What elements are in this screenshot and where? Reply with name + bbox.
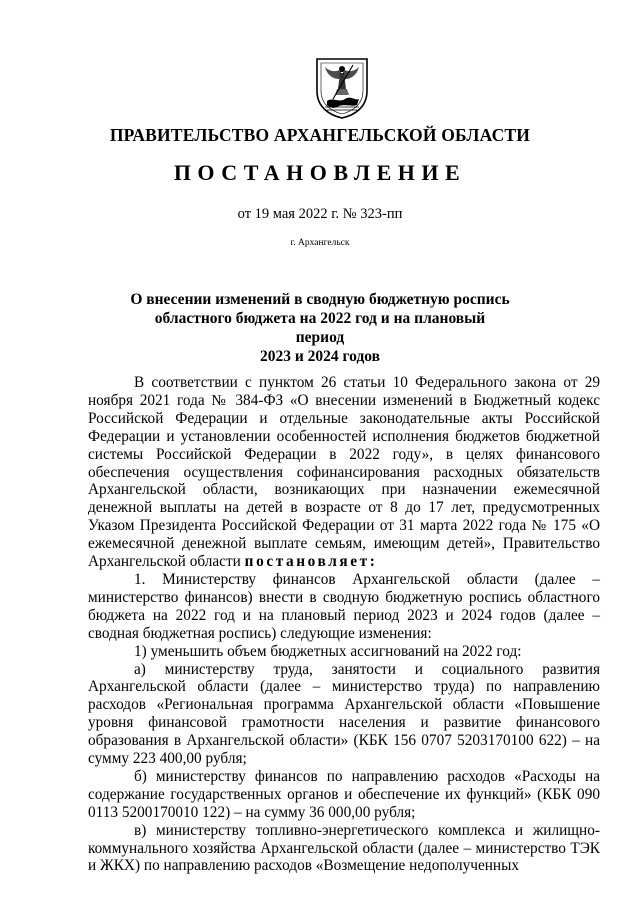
resolves-colon: : [369, 553, 378, 571]
document-city: г. Архангельск [290, 238, 350, 248]
item-paragraph: 1) уменьшить объем бюджетных ассигнований на 2022 год: [134, 642, 522, 660]
title-line: 2023 и 2024 годов [259, 348, 381, 365]
item-paragraph: б) министерству финансов по направлению расходов «Расходы на содержание государственных органов и обеспечение их функций» (КБК 090 0113 5200170010 122) – на сумму 36 000,00 рубля; [88, 767, 600, 821]
title-line: О внесении изменений в сводную бюджетную роспись [130, 291, 510, 308]
document-date-number: от 19 мая 2022 г. № 323-пп [237, 206, 403, 222]
coat-of-arms-emblem [313, 55, 371, 119]
preamble-text: В соответствии с пунктом 26 статьи 10 Федерального закона от 29 ноября 2021 года № 384-ФЗ «О внесении изменений в Бюджетный кодекс Российской Федерации и отдельные законодательные акты Российской Федерации и установлении особенностей исполнения бюджетов бюджетной системы Российской Федерации в 2022 году», в целях финансового обеспечения осуществления софинансирования расходных обязательств Архангельской области, возникающих при назначении ежемесячной денежной выплаты на детей в возрасте от 8 до 17 лет, предусмотренных Указом Президента Российской Федерации от 31 марта 2022 года № 175 «О ежемесячной денежной выплате семьям, имеющим детей», Правительство Архангельской области [88, 374, 600, 571]
document-title [130, 290, 510, 366]
document-type: ПОСТАНОВЛЕНИЕ [173, 160, 467, 185]
item-paragraph: в) министерству топливно-энергетического комплекса и жилищно-коммунального хозяйства Архангельской области (далее – министерство ТЭК и ЖКХ) по направлению расходов «Возмещение недополученных [88, 821, 600, 875]
item-paragraph: а) министерству труда, занятости и социального развития Архангельской области (далее – министерство труда) по направлению расходов «Региональная программа Архангельской области «Повышение уровня финансовой грамотности населения и развитие финансового образования в Архангельской области» (КБК 156 0707 5203170100 622) – на сумму 223 400,00 рубля; [88, 660, 600, 768]
title-line: областного бюджета на 2022 год и на плановый период [154, 310, 486, 346]
preamble-paragraph [88, 374, 600, 571]
document-body [88, 374, 600, 875]
organization-name: ПРАВИТЕЛЬСТВО АРХАНГЕЛЬСКОЙ ОБЛАСТИ [109, 125, 531, 145]
item-paragraph: 1. Министерству финансов Архангельской области (далее – министерство финансов) внести в сводную бюджетную роспись областного бюджета на 2022 год и на плановый период 2023 и 2024 годов (далее – сводная бюджетная роспись) следующие изменения: [88, 570, 600, 642]
resolves-word: постановляет [244, 553, 370, 571]
